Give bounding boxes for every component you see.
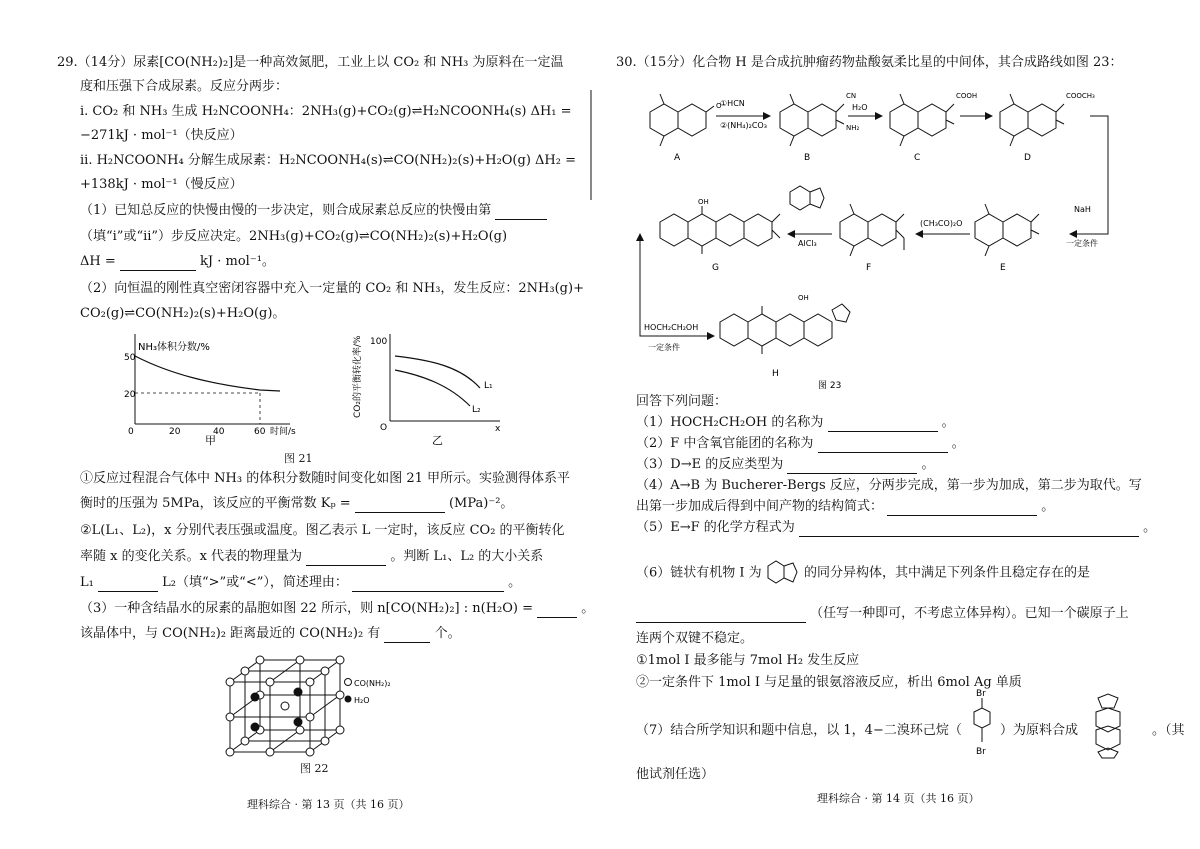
jia-x40: 40 (213, 427, 225, 437)
jia-curve (135, 356, 280, 391)
q29-l1-label: L₁ (80, 575, 94, 590)
q30-part1-text: （1）HOCH₂CH₂OH 的名称为 (636, 415, 824, 430)
legend-water-dot (345, 696, 352, 703)
q30-part2 (636, 435, 965, 453)
q29-nearest-text: 该晶体中，与 CO(NH₂)₂ 距离最近的 CO(NH₂)₂ 有 (80, 626, 381, 641)
reagent-gh-1: HOCH₂CH₂OH (644, 323, 699, 332)
q30-part2-end: 。 (951, 436, 965, 451)
compound-C (890, 94, 954, 146)
compound-H (720, 304, 850, 354)
jia-name: 甲 (205, 434, 216, 447)
q29-part2-line2: CO₂(g)⇌CO(NH₂)₂(s)+H₂O(g)。 (80, 306, 286, 321)
q29-part3-line1 (80, 600, 594, 618)
yi-x: x (495, 424, 501, 434)
yi-y100: 100 (370, 337, 388, 347)
jia-y20: 20 (124, 390, 136, 400)
jia-xlabel: 时间/s (270, 427, 296, 437)
q30-part1-blank[interactable] (828, 418, 938, 432)
q30-part3 (636, 456, 935, 474)
q30-part6-line3: 连两个双键不稳定。 (636, 631, 754, 646)
q29-l-blank[interactable] (98, 578, 158, 592)
page-14-footer: 理科综合 · 第 14 页（共 16 页） (817, 792, 980, 805)
q30-part2-text: （2）F 中含氧官能团的名称为 (636, 436, 814, 451)
label-F: F (866, 263, 872, 273)
fig22-caption: 图 22 (300, 762, 329, 775)
compound-A (650, 94, 714, 146)
yi-origin: O (380, 423, 388, 433)
q30-intro: 30.（15分）化合物 H 是合成抗肿瘤药物盐酸氨柔比星的中间体，其合成路线如图 23： (616, 55, 1123, 70)
anhydride-structure-inline (766, 558, 800, 588)
compound-F (840, 204, 904, 256)
q30-part6-line1 (636, 558, 1090, 588)
q30-part3-text: （3）D→E 的反应类型为 (636, 457, 784, 472)
q29-dh-label: ΔH = (80, 254, 116, 269)
group-cooh: COOH (956, 92, 978, 100)
reagent-ab-2: ②(NH₄)₂CO₃ (720, 121, 767, 130)
q29-part1-line2: （填“i”或“ii”）步反应决定。2NH₃(g)+CO₂(g)⇌CO(NH₂)₂(s)+H₂O(g) (80, 229, 508, 244)
q30-part3-end: 。 (921, 457, 935, 472)
q29-part1-text: （1）已知总反应的快慢由慢的一步决定，则合成尿素总反应的快慢由第 (80, 203, 492, 218)
label-H: H (772, 369, 779, 379)
label-E: E (1000, 263, 1006, 273)
yi-l1: L₁ (484, 381, 493, 391)
q30-part2-blank[interactable] (818, 439, 948, 453)
q30-part6-text-c: （任写一种即可，不考虑立体异构）。已知一个碳原子上 (810, 606, 1129, 621)
q29-kp-blank[interactable] (355, 499, 445, 513)
q29-l-relation-text: 。判断 L₁、L₂ 的大小关系 (390, 549, 544, 564)
q29-ratio-end: 。 (581, 601, 595, 616)
jia-ylabel: NH₃体积分数/% (138, 342, 210, 353)
reagent-ab-1: ①HCN (720, 99, 745, 108)
q30-part4-end: 。 (1041, 499, 1055, 514)
fig21-caption: 图 21 (284, 452, 313, 465)
yi-ylabel: CO₂的平衡转化率/% (353, 335, 363, 418)
figure-22-unit-cell (220, 652, 400, 756)
legend-water-label: H₂O (354, 696, 370, 705)
page-14 (600, 0, 1200, 849)
spiro-target-structure (1078, 694, 1148, 758)
q30-part3-blank[interactable] (787, 460, 917, 474)
page-13-footer: 理科综合 · 第 13 页（共 16 页） (247, 798, 410, 811)
q30-part4-line1: （4）A→B 为 Bucherer-Bergs 反应，分两步完成，第一步为加成，第二步为取代。写 (636, 478, 1142, 493)
q30-part7-mid: ）为原料合成 (1000, 723, 1079, 738)
q29-step-ii-line1: ii. H₂NCOONH₄ 分解生成尿素：H₂NCOONH₄(s)⇌CO(NH₂)₂(s)+H₂O(g) ΔH₂ = (80, 153, 576, 168)
q29-ratio-text: （3）一种含结晶水的尿素的晶胞如图 22 所示，则 n[CO(NH₂)₂] : n(H₂O) = (80, 601, 534, 616)
q30-part6-text-b: 的同分异构体，其中满足下列条件且稳定存在的是 (803, 565, 1090, 581)
answer-intro: 回答下列问题： (636, 394, 728, 409)
reagent-fg: AlCl₃ (798, 239, 817, 248)
figure-23-synthesis-route (620, 74, 1160, 391)
q30-part5-end: 。 (1143, 520, 1157, 535)
q29-c2-line1: ②L(L₁、L₂)，x 分别代表压强或温度。图乙表示 L 一定时，该反应 CO₂ 的平衡转化 (80, 523, 565, 538)
q30-part5-text: （5）E→F 的化学方程式为 (636, 520, 795, 535)
q30-part1-end: 。 (941, 415, 955, 430)
q29-part1-blank[interactable] (495, 206, 547, 220)
group-nh2-b: NH₂ (846, 124, 860, 132)
q30-condition1: ①1mol I 最多能与 7mol H₂ 发生反应 (636, 653, 860, 668)
q30-part4-blank[interactable] (887, 502, 1037, 516)
figure-21-yi (340, 326, 510, 450)
br-bottom: Br (976, 747, 986, 757)
q29-x-text: 率随 x 的变化关系。x 代表的物理量为 (80, 549, 303, 564)
q29-ratio-blank[interactable] (537, 604, 577, 618)
group-o-a: O (716, 102, 722, 110)
q30-part7-line1 (636, 722, 962, 740)
q29-dh-blank[interactable] (120, 257, 196, 271)
legend-urea-dot (345, 679, 352, 686)
yi-curve-l2 (395, 370, 470, 406)
phthalic-anhydride (790, 186, 824, 210)
jia-x0: 0 (128, 427, 134, 437)
q30-part7-end: 。（其 (1152, 723, 1185, 738)
reagent-de-1: NaH (1074, 205, 1091, 214)
q29-c2-line2 (80, 548, 543, 566)
q29-dh-unit: kJ · mol⁻¹。 (200, 254, 275, 269)
q29-reason-blank[interactable] (352, 578, 504, 592)
reagent-bc: H₂O (852, 103, 868, 112)
q29-c1-line2 (80, 495, 513, 513)
reagent-ef: (CH₃CO)₂O (920, 219, 963, 228)
label-G: G (712, 263, 719, 273)
label-C: C (914, 153, 921, 163)
q29-part3-line2 (80, 625, 461, 643)
label-D: D (1024, 153, 1031, 163)
legend-urea-label: CO(NH₂)₂ (354, 679, 391, 688)
br-top: Br (976, 689, 986, 699)
yi-l2: L₂ (472, 405, 481, 415)
q29-reason-text: L₂（填“>”或“<”），简述理由： (162, 575, 348, 590)
q30-condition2: ②一定条件下 1mol I 与足量的银氨溶液反应，析出 6mol Ag 单质 (636, 675, 1022, 690)
q29-step-ii-line2: +138kJ · mol⁻¹（慢反应） (80, 177, 243, 192)
compound-D (1000, 94, 1064, 146)
dibromocyclohexane-structure (970, 686, 1000, 764)
jia-x20: 20 (169, 427, 181, 437)
label-B: B (804, 153, 811, 163)
q30-part7-line2: 他试剂任选） (636, 767, 715, 782)
figure-21-jia (100, 326, 300, 446)
arrow-D-E (1070, 116, 1108, 234)
q30-part6-text-a: （6）链状有机物 I 为 (636, 565, 762, 581)
water-atoms (251, 688, 303, 732)
jia-x60: 60 (254, 427, 266, 437)
q29-part2-line1: （2）向恒温的刚性真空密闭容器中充入一定量的 CO₂ 和 NH₃，发生反应：2NH₃(g)+ (80, 281, 584, 296)
q29-c1-line1: ①反应过程混合气体中 NH₃ 的体积分数随时间变化如图 21 甲所示。实验测得体系平 (80, 471, 570, 486)
q29-intro-line1: 29.（14分）尿素[CO(NH₂)₂]是一种高效氮肥，工业上以 CO₂ 和 NH₃ 为原料在一定温 (57, 55, 564, 70)
compound-E (975, 204, 1039, 256)
q29-step-i-line2: −271kJ · mol⁻¹（快反应） (80, 128, 243, 143)
q29-c2-line3 (80, 574, 521, 592)
q29-x-blank[interactable] (306, 552, 386, 566)
q29-kp-text: 衡时的压强为 5MPa，该反应的平衡常数 Kₚ = (80, 496, 351, 511)
group-oh-g: OH (698, 198, 709, 206)
jia-y50: 50 (124, 353, 136, 363)
compound-B (780, 94, 844, 146)
group-oh-h: OH (798, 294, 809, 302)
q30-part1 (636, 414, 955, 432)
q29-step-i-line1: i. CO₂ 和 NH₃ 生成 H₂NCOONH₄：2NH₃(g)+CO₂(g)⇌H₂NCOONH₄(s) ΔH₁ = (80, 104, 572, 119)
reagent-de-2: 一定条件 (1066, 239, 1098, 248)
q29-part1-line1 (80, 202, 547, 220)
q29-nearest-end: 个。 (434, 626, 461, 641)
q29-intro-line2: 度和压强下合成尿素。反应分两步： (80, 79, 289, 94)
compound-G (660, 206, 780, 254)
q30-part5 (636, 519, 1156, 537)
q30-part4-line2 (636, 498, 1054, 516)
q29-nearest-blank[interactable] (384, 629, 430, 643)
yi-name: 乙 (432, 434, 443, 447)
fig23-caption: 图 23 (818, 381, 842, 391)
label-A: A (674, 153, 681, 163)
q29-part1-line3 (80, 253, 275, 271)
q30-part7-text-a: （7）结合所学知识和题中信息，以 1，4−二溴环己烷（ (636, 723, 962, 738)
q29-reason-end: 。 (508, 575, 522, 590)
q30-part6-line2 (636, 605, 1129, 623)
reagent-gh-2: 一定条件 (648, 343, 680, 352)
q30-part4-text: 出第一步加成后得到中间产物的结构简式： (636, 499, 884, 514)
q29-kp-unit: (MPa)⁻²。 (448, 496, 514, 511)
group-cooch3: COOCH₃ (1066, 92, 1095, 100)
group-cn: CN (846, 92, 857, 100)
q30-part5-blank[interactable] (799, 523, 1139, 537)
q30-part6-blank[interactable] (636, 609, 806, 623)
